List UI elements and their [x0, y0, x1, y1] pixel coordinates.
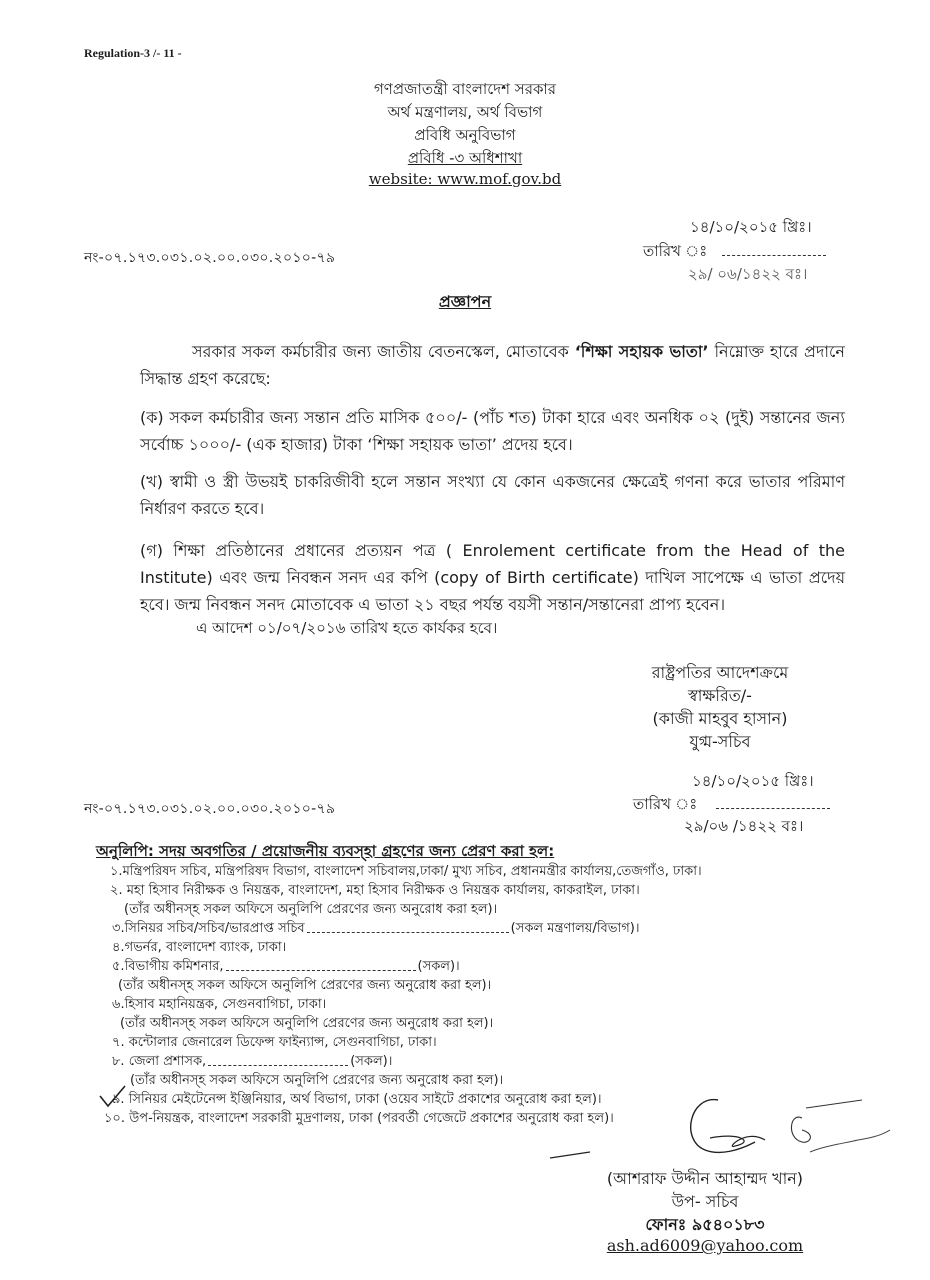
handwritten-signature-icon [540, 1080, 910, 1170]
copy-heading: অনুলিপি: সদয় অবগতির / প্রয়োজনীয় ব্যবস্হা গ্রহণের জন্য প্রেরণ করা হল: [96, 842, 555, 860]
bottom-date-bangla: ২৯/০৬ /১৪২২ বঃ। [684, 817, 804, 835]
bottom-date-label: তারিখ ঃ [633, 793, 830, 818]
top-date-gregorian: ১৪/১০/২০১৫ খ্রিঃ। [690, 218, 812, 236]
para-kha: (খ) স্বামী ও স্ত্রী উভয়ই চাকরিজীবী হলে সন্তান সংখ্যা যে কোন একজনের ক্ষেত্রেই গণনা করে ভাতার পরিমাণ নির্ধারণ করতে হবে। [140, 472, 845, 518]
sig2-designation: উপ- সচিব [671, 1192, 739, 1211]
header-website[interactable]: website: www.mof.gov.bd [368, 170, 562, 188]
header-branch: প্রবিধি -৩ অধিশাখা [407, 149, 523, 167]
copy-item-6-note: (তাঁর অধীনস্হ সকল অফিসে অনুলিপি প্রেরণের জন্য অনুরোধ করা হল)। [120, 1016, 494, 1031]
top-memo-number: নং-০৭.১৭৩.০৩১.০২.০০.০৩০.২০১০-৭৯ [84, 250, 336, 266]
sig1-name: (কাজী মাহবুব হাসান) [652, 709, 788, 728]
copy-item-6: ৬.হিসাব মহানিয়ন্ত্রক, সেগুনবাগিচা, ঢাকা। [112, 997, 327, 1012]
top-date-label: তারিখ ঃ [643, 240, 826, 265]
copy-item-5: ৫.বিভাগীয় কমিশনার, (সকল)। [112, 959, 460, 974]
copy-item-7: ৭. কন্টোলার জেনারেল ডিফেন্স ফাইন্যান্স, সেগুনবাগিচা, ঢাকা। [112, 1035, 437, 1050]
copy-item-4: ৪.গভর্নর, বাংলাদেশ ব্যাংক, ঢাকা। [112, 940, 287, 955]
copy-item-2-note: (তাঁর অধীনস্হ সকল অফিসে অনুলিপি প্রেরণের জন্য অনুরোধ করা হল)। [124, 902, 498, 917]
copy-item-2: ২. মহা হিসাব নিরীক্ষক ও নিয়ন্ত্রক, বাংলাদেশ, মহা হিসাব নিরীক্ষক ও নিয়ন্ত্রক কার্যালয়, কাকরাইল, ঢাকা। [110, 883, 640, 898]
para-ka: (ক) সকল কর্মচারীর জন্য সন্তান প্রতি মাসিক ৫০০/- (পাঁচ শত) টাকা হারে এবং অনধিক ০২ (দুই) সন্তানের জন্য সর্বোচ্চ ১০০০/- (এক হাজার) টাকা ‘শিক্ষা সহায়ক ভাতা’ প্রদেয় হবে। [140, 408, 845, 454]
copy-item-9: ৯. সিনিয়র মেইটেনেন্স ইঞ্জিনিয়ার, অর্থ বিভাগ, ঢাকা (ওয়েব সাইটে প্রকাশের অনুরোধ করা হল)। [112, 1092, 602, 1107]
para-ga: (গ) শিক্ষা প্রতিষ্ঠানের প্রধানের প্রত্যয়ন পত্র ( Enrolement certificate from the Head of the Institute) এবং জন্ম নিবন্ধন সনদ এর কপি (copy of Birth certificate) দাখিল সাপেক্ষে এ ভাতা প্রদেয় হবে। জন্ম নিবন্ধন সনদ মোতাবেক এ ভাতা ২১ বছর পর্যন্ত বয়সী সন্তান/সন্তানেরা প্রাপ্য হবেন। [140, 541, 845, 614]
copy-item-10: ১০. উপ-নিয়ন্ত্রক, বাংলাদেশ সরকারী মুদ্রণালয়, ঢাকা (পরবর্তী গেজেটে প্রকাশের অনুরোধ করা হল)। [104, 1111, 614, 1126]
copy-item-3: ৩.সিনিয়র সচিব/সচিব/ভারপ্রাপ্ত সচিব (সকল মন্ত্রণালয়/বিভাগ)। [112, 921, 640, 936]
sig2-email[interactable]: ash.ad6009@yahoo.com [606, 1236, 804, 1255]
header-govt: গণপ্রজাতন্ত্রী বাংলাদেশ সরকার [373, 80, 557, 98]
effective-date-line: এ আদেশ ০১/০৭/২০১৬ তারিখ হতে কার্যকর হবে। [196, 619, 498, 637]
sig2-phone: ফোনঃ ৯৫৪০১৮৩ [645, 1215, 765, 1234]
sig1-signed: স্বাক্ষরিত/- [688, 686, 752, 705]
sig1-designation: যুগ্ম-সচিব [689, 732, 751, 751]
header-ministry: অর্থ মন্ত্রণালয়, অর্থ বিভাগ [387, 103, 543, 121]
bottom-date-gregorian: ১৪/১০/২০১৫ খ্রিঃ। [692, 772, 814, 790]
header-wing: প্রবিধি অনুবিভাগ [414, 126, 516, 144]
copy-item-8-note: (তাঁর অধীনস্হ সকল অফিসে অনুলিপি প্রেরণের জন্য অনুরোধ করা হল)। [130, 1073, 504, 1088]
bottom-memo-number: নং-০৭.১৭৩.০৩১.০২.০০.০৩০.২০১০-৭৯ [84, 801, 336, 817]
intro-paragraph: সরকার সকল কর্মচারীর জন্য জাতীয় বেতনস্কেল, মোতাবেক ‘শিক্ষা সহায়ক ভাতা’ নিম্নোক্ত হারে প্রদানে সিদ্ধান্ত গ্রহণ করেছে: [140, 342, 845, 388]
copy-item-1: ১.মন্ত্রিপরিষদ সচিব, মন্ত্রিপরিষদ বিভাগ, বাংলাদেশ সচিবালয়,ঢাকা/ মুখ্য সচিব, প্রধানমন্ত্রীর কার্যালয়,তেজগাঁও, ঢাকা। [110, 864, 702, 879]
sig2-name: (আশরাফ উদ্দীন আহাম্মদ খান) [606, 1169, 804, 1188]
copy-item-8: ৮. জেলা প্রশাসক, (সকল)। [112, 1054, 393, 1069]
notification-title: প্রজ্ঞাপন [438, 292, 492, 311]
copy-item-5-note: (তাঁর অধীনস্হ সকল অফিসে অনুলিপি প্রেরণের জন্য অনুরোধ করা হল)। [118, 978, 492, 993]
regulation-note: Regulation-3 /- 11 - [84, 46, 182, 60]
tick-mark-icon [98, 1084, 128, 1110]
top-date-bangla: ২৯/ ০৬/১৪২২ বঃ। [688, 265, 808, 283]
sig1-order: রাষ্ট্রপতির আদেশক্রমে [651, 663, 789, 682]
